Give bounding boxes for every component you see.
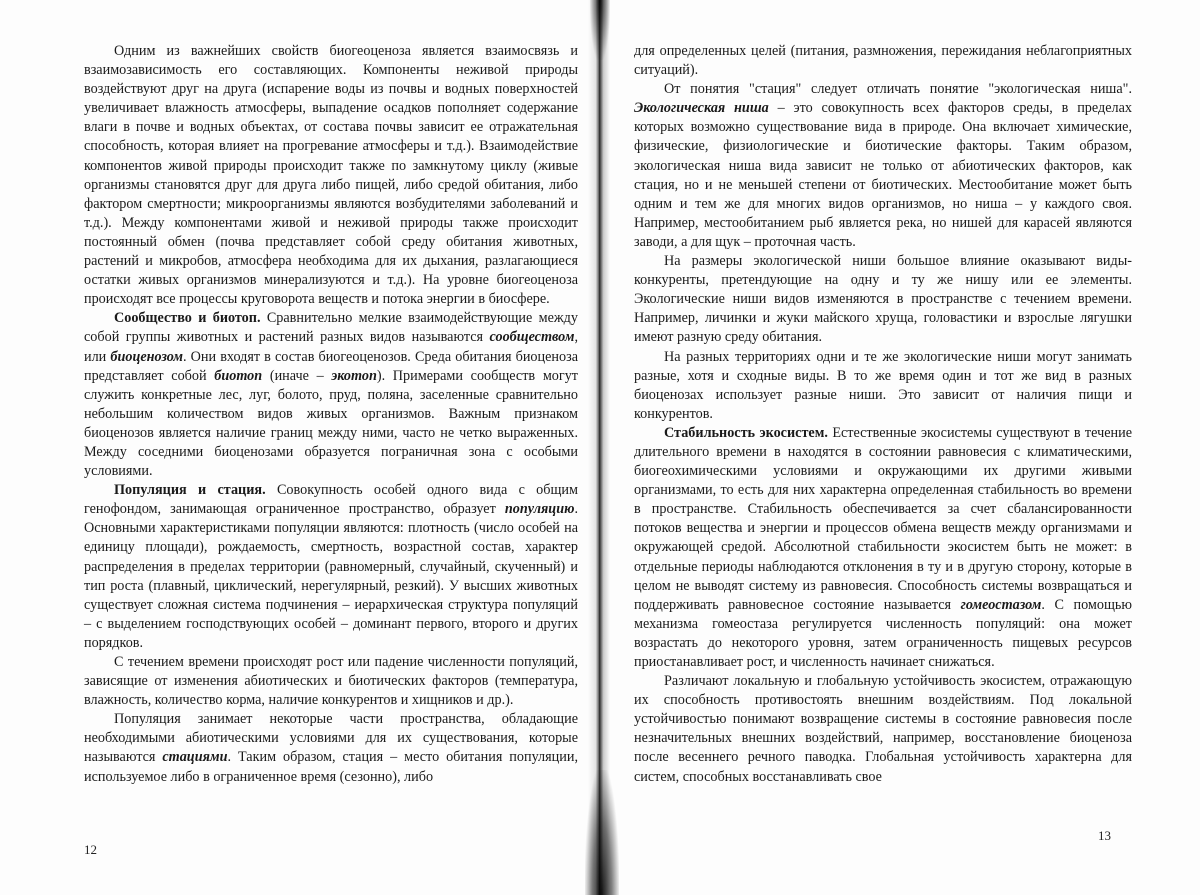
right-page-number: 13 <box>1098 828 1111 843</box>
right-page-text <box>634 42 1132 787</box>
paragraph <box>634 80 1132 252</box>
text-segment: (иначе – <box>262 367 332 384</box>
paragraph <box>84 309 578 481</box>
defined-term: биотоп <box>214 367 263 384</box>
defined-term: экотоп <box>331 367 377 384</box>
text-segment: Популяция занимает некоторые части пространства, обладающие необходимыми абиотическими условиями для их существования, которые называются <box>84 711 578 766</box>
paragraph <box>634 42 1132 80</box>
text-segment: ). Примерами сообществ могут служить конкретные лес, луг, болото, пруд, поляна, заселенные сравнительно небольшим количеством видов живых организмов. Важным признаком биоценозов является наличие границ между ними, часто не четко выраженных. Между соседними биоценозами образуется пограничная зона с особыми условиями. <box>84 367 578 480</box>
section-heading: Стабильность экосистем. <box>664 424 828 441</box>
left-page-text <box>84 42 578 787</box>
defined-term: гомеостазом <box>960 596 1042 613</box>
text-segment: На разных территориях одни и те же экологические ниши могут занимать разные, хотя и сходные виды. В то же время один и тот же вид в разных биоценозах использует разные ниши. Это зависит от наличия пищи и конкурентов. <box>634 348 1132 422</box>
section-heading: Сообщество и биотоп. <box>114 310 261 327</box>
paragraph <box>634 252 1132 347</box>
defined-term: биоценозом <box>110 348 184 365</box>
section-heading: Популяция и стация. <box>114 482 266 499</box>
defined-term: популяцию <box>504 501 575 518</box>
paragraph <box>634 672 1132 787</box>
text-segment: . Они входят в состав биогеоценозов. Среда обитания биоценоза представляет собой <box>84 348 579 384</box>
text-segment: Сравнительно мелкие взаимодействующие между собой группы животных и растений разных видов называются <box>84 310 578 346</box>
paragraph <box>84 42 578 309</box>
text-segment: . Таким образом, стация – место обитания популяции, используемое либо в ограниченное время (сезонно), либо <box>84 749 578 785</box>
left-page-number: 12 <box>84 842 97 857</box>
defined-term: сообществом <box>489 329 575 346</box>
paragraph <box>84 481 578 653</box>
right-page <box>604 0 1200 895</box>
defined-term: Экологическая ниша <box>634 100 769 117</box>
text-segment: . Основными характеристиками популяции являются: плотность (число особей на единицу площади), рождаемость, смертность, возрастной состав, характер распределения в пределах территории (равномерный, случайный, скученный) и тип роста (плавный, циклический, нерегулярный, резкий). У высших животных существует сложная система подчинения – иерархическая структура популяций – с выделением господствующих особей – доминант первого, второго и других порядков. <box>84 501 578 651</box>
text-segment: От понятия "стация" следует отличать понятие "экологическая ниша". <box>664 81 1132 98</box>
paragraph <box>84 653 578 710</box>
text-segment: Одним из важнейших свойств биогеоценоза является взаимосвязь и взаимозависимость его составляющих. Компоненты неживой природы воздействуют друг на друга (испарение воды из почвы и водных поверхностей увеличивает влажность атмосферы, выпадение осадков пополняет содержание влаги в почве и водных объектах, от состава почвы зависит ее отражательная способность, которая влияет на прогревание атмосферы и т.д.). Взаимодействие компонентов живой природы происходит также по замкнутому циклу (живые организмы становятся друг для друга либо пищей, либо средой обитания, либо фактором смертности; микроорганизмы являются возбудителями заболеваний и т.д.). Между компонентами живой и неживой природы также происходит постоянный обмен (почва представляет собой среду обитания животных, растений и микробов, атмосфера необходима для их дыхания, разлагающиеся остатки живых организмов минерализуются и т.д.). На уровне биогеоценоза происходят все процессы круговорота веществ и потока энергии в биосфере. <box>84 43 578 308</box>
text-segment: . С помощью механизма гомеостаза регулируется численность популяций: она может возрастать до некоторого уровня, затем ограниченность пищевых ресурсов приостанавливает рост, и численность начинает снижаться. <box>634 596 1132 670</box>
paragraph <box>634 424 1132 672</box>
paragraph <box>634 348 1132 424</box>
text-segment: Различают локальную и глобальную устойчивость экосистем, отражающую их способность противостоять внешним воздействиям. Под локальной устойчивостью понимают возвращение системы в состояние равновесия после незначительных внешних воздействий, например, восстановление биоценоза после весеннего речного паводка. Глобальная устойчивость характерна для систем, способных восстанавливать свое <box>634 673 1132 785</box>
text-segment: – это совокупность всех факторов среды, в пределах которых возможно существование вида в природе. Она включает химические, физические, физиологические и биотические факторы. Таким образом, экологическая ниша вида зависит не только от абиотических факторов, как стация, но и не меньшей степени от биотических. Местообитание может быть одним и тем же для многих видов организмов, но ниша – у каждого своя. Например, местообитанием рыб является река, но нишей для карасей являются заводи, а для щук – проточная часть. <box>634 100 1132 250</box>
text-segment: Естественные экосистемы существуют в течение длительного времени в находятся в состоянии равновесия с климатическими, биогеохимическими условиями и окружающими их другими живыми организмами, то есть для них характерна определенная стабильность во времени в пространстве. Стабильность обеспечивается за счет сбалансированности потоков вещества и энергии и процессов обмена веществ между организмами и окружающей средой. Абсолютной стабильности экосистем быть не может: в отдельные периоды наблюдаются отклонения в ту и в другую сторону, которые в целом не выводят систему из равновесия. Способность системы возвращаться и поддерживать равновесное состояние называется <box>634 424 1132 613</box>
text-segment: С течением времени происходят рост или падение численности популяций, зависящие от изменения абиотических и биотических факторов (температура, влажность, количество корма, наличие конкурентов и хищников и др.). <box>84 654 578 709</box>
text-segment: для определенных целей (питания, размножения, пережидания неблагоприятных ситуаций). <box>634 43 1132 79</box>
book-gutter-shadow <box>588 0 610 895</box>
text-segment: Совокупность особей одного вида с общим генофондом, занимающая ограниченное пространство, образует <box>84 482 578 518</box>
text-segment: , или <box>84 329 578 365</box>
gutter-bottom-shadow <box>585 770 619 895</box>
defined-term: стациями <box>162 749 228 766</box>
paragraph <box>84 710 578 786</box>
gutter-top-shadow <box>590 0 610 60</box>
text-segment: На размеры экологической ниши большое влияние оказывают виды-конкуренты, претендующие на одну и ту же нишу или ее элементы. Экологические ниши видов изменяются в пространстве с течением времени. Например, личинки и жуки майского хруща, головастики и взрослые лягушки имеют разную среду обитания. <box>634 253 1132 346</box>
